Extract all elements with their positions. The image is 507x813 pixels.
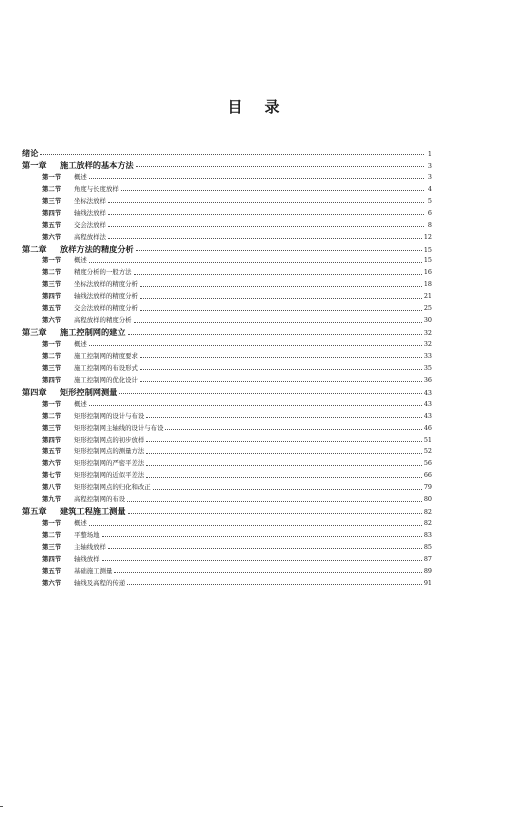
toc-title: 施工放样的基本方法 <box>60 159 134 170</box>
toc-title: 坐标法放样 <box>74 196 106 205</box>
toc-section-row <box>22 375 432 387</box>
toc-page-number: 87 <box>423 554 432 563</box>
toc-title: 矩形控制网主轴线的设计与布设 <box>74 423 164 432</box>
toc-number: 第三节 <box>42 363 62 372</box>
toc-section-row <box>22 351 432 363</box>
dot-leader <box>127 501 422 502</box>
toc-section-row <box>22 518 432 530</box>
toc-section-row <box>22 566 432 578</box>
toc-section-row <box>22 470 432 482</box>
dot-leader <box>40 154 424 155</box>
dot-leader <box>102 536 422 537</box>
toc-title: 矩形控制网点的初步放样 <box>74 435 145 444</box>
toc-number: 第三节 <box>42 542 62 551</box>
toc-section-row <box>22 232 432 244</box>
toc-title: 概述 <box>74 340 87 348</box>
toc-title: 高程放样法 <box>74 232 106 241</box>
toc-page-number: 4 <box>427 184 432 193</box>
dot-leader <box>146 417 422 418</box>
toc-page-number: 91 <box>423 578 432 587</box>
toc-number: 第五节 <box>42 220 62 229</box>
toc-section-row <box>22 435 432 447</box>
dot-leader <box>114 572 422 573</box>
toc-title: 矩形控制网的设计与布设 <box>74 411 145 420</box>
page-title <box>0 96 507 117</box>
toc-section-row <box>22 446 432 458</box>
toc-section-row <box>22 530 432 542</box>
toc-title: 轴线及高程的传递 <box>74 578 126 587</box>
dot-leader <box>140 286 422 287</box>
toc-number: 第一节 <box>42 399 62 408</box>
dot-leader <box>165 429 421 430</box>
toc-title: 施工控制网的优化设计 <box>74 375 138 384</box>
toc-number: 第一章 <box>22 159 47 170</box>
toc-title: 放样方法的精度分析 <box>60 243 134 254</box>
toc-page-number: 15 <box>423 245 432 254</box>
toc-section-row <box>22 363 432 375</box>
toc-page-number: 43 <box>423 388 432 397</box>
toc-section-row <box>22 291 432 303</box>
toc-number: 第四节 <box>42 208 62 217</box>
dot-leader <box>89 405 422 406</box>
toc-number: 第二节 <box>42 531 62 539</box>
toc-title: 平整场地 <box>74 531 100 539</box>
dot-leader <box>108 202 424 203</box>
toc-section-row <box>22 172 432 184</box>
dot-leader <box>153 489 422 490</box>
toc-title: 基础施工测量 <box>74 566 113 575</box>
toc-page-number: 89 <box>423 566 432 575</box>
toc-number: 第三节 <box>42 423 62 432</box>
toc-number: 第一节 <box>42 519 62 528</box>
toc-page-number: 46 <box>423 423 432 432</box>
toc-section-row <box>22 399 432 411</box>
toc-title: 矩形控制网点的归化和改正 <box>74 483 151 492</box>
toc-title: 绪论 <box>22 148 39 158</box>
toc-section-row <box>22 255 432 267</box>
toc-title: 轴线法放样 <box>74 208 106 217</box>
dot-leader <box>146 465 422 466</box>
toc-page-number: 16 <box>423 268 432 277</box>
toc-page-number: 56 <box>423 459 432 468</box>
dot-leader <box>140 310 422 311</box>
toc-page-number: 82 <box>423 519 432 528</box>
toc-section-row <box>22 220 432 232</box>
toc-number: 第二节 <box>42 351 62 360</box>
toc-title: 高程控制网的布设 <box>74 495 126 504</box>
toc-title: 交会法放样 <box>74 220 106 229</box>
table-of-contents <box>22 148 432 590</box>
toc-page-number: 66 <box>423 471 432 480</box>
toc-page-number: 82 <box>423 508 432 517</box>
toc-section-row <box>22 554 432 566</box>
toc-number: 第五节 <box>42 447 62 456</box>
dot-leader <box>140 357 422 358</box>
dot-leader <box>146 441 422 442</box>
toc-section-row <box>22 196 432 208</box>
toc-number: 第五节 <box>42 304 62 313</box>
toc-section-row <box>22 542 432 554</box>
toc-title: 角度与长度放样 <box>74 184 119 193</box>
title-char-right: 录 <box>264 98 280 116</box>
toc-title: 精度分析的一般方法 <box>74 268 132 277</box>
toc-page-number: 5 <box>427 196 432 205</box>
toc-intro-row <box>22 148 432 160</box>
toc-number: 第二节 <box>42 184 62 193</box>
toc-page-number: 83 <box>423 531 432 539</box>
toc-section-row <box>22 411 432 423</box>
toc-title: 概述 <box>74 519 87 528</box>
toc-page-number: 15 <box>423 256 432 265</box>
dot-leader <box>134 322 422 323</box>
toc-page-number: 3 <box>427 161 432 170</box>
toc-number: 第六节 <box>42 578 62 587</box>
toc-chapter-row <box>22 160 432 172</box>
toc-title: 高程放样的精度分析 <box>74 316 132 325</box>
toc-number: 第三章 <box>22 327 47 338</box>
toc-page-number: 32 <box>423 329 432 338</box>
toc-number: 第五章 <box>22 506 47 517</box>
toc-title: 概述 <box>74 256 87 265</box>
dot-leader <box>136 250 422 251</box>
toc-chapter-row <box>22 244 432 256</box>
toc-number: 第二节 <box>42 411 62 420</box>
toc-section-row <box>22 339 432 351</box>
toc-number: 第六节 <box>42 316 62 325</box>
title-char-left: 目 <box>227 98 243 116</box>
dot-leader <box>89 525 422 526</box>
toc-number: 第一节 <box>42 256 62 265</box>
dot-leader <box>146 453 422 454</box>
toc-page-number: 12 <box>423 232 432 241</box>
toc-section-row <box>22 423 432 435</box>
dot-leader <box>102 560 422 561</box>
toc-title: 交会法放样的精度分析 <box>74 304 138 313</box>
toc-section-row <box>22 279 432 291</box>
toc-page-number: 33 <box>423 351 432 360</box>
toc-section-row <box>22 208 432 220</box>
toc-title: 施工控制网的精度要求 <box>74 351 138 360</box>
toc-title: 矩形控制网的近似平差法 <box>74 471 145 480</box>
dot-leader <box>134 274 422 275</box>
dot-leader <box>140 381 422 382</box>
toc-page-number: 52 <box>423 447 432 456</box>
toc-number: 第三节 <box>42 280 62 289</box>
toc-chapter-row <box>22 387 432 399</box>
toc-number: 第四节 <box>42 554 62 563</box>
toc-title: 坐标法放样的精度分析 <box>74 280 138 289</box>
toc-chapter-row <box>22 327 432 339</box>
toc-section-row <box>22 494 432 506</box>
toc-title: 施工控制网的建立 <box>60 327 126 338</box>
dot-leader <box>119 393 422 394</box>
dot-leader <box>89 178 424 179</box>
toc-number: 第四节 <box>42 435 62 444</box>
dot-leader <box>140 369 422 370</box>
toc-number: 第二节 <box>42 268 62 277</box>
dot-leader <box>127 584 422 585</box>
toc-number: 第四章 <box>22 386 47 397</box>
dot-leader <box>89 345 422 346</box>
toc-page-number: 80 <box>423 495 432 504</box>
dot-leader <box>89 262 422 263</box>
toc-page-number: 35 <box>423 363 432 372</box>
toc-number: 第七节 <box>42 471 62 480</box>
toc-section-row <box>22 315 432 327</box>
toc-page-number: 6 <box>427 208 432 217</box>
toc-number: 第六节 <box>42 232 62 241</box>
dot-leader <box>128 513 422 514</box>
toc-title: 主轴线放样 <box>74 542 106 551</box>
toc-page-number: 51 <box>423 435 432 444</box>
toc-number: 第三节 <box>42 196 62 205</box>
toc-section-row <box>22 184 432 196</box>
toc-page-number: 3 <box>427 172 432 181</box>
dot-leader <box>128 334 422 335</box>
toc-page-number: 30 <box>423 316 432 325</box>
toc-page-number: 21 <box>423 292 432 301</box>
margin-mark <box>0 806 3 807</box>
toc-page-number: 1 <box>427 150 432 158</box>
dot-leader <box>121 190 424 191</box>
toc-section-row <box>22 458 432 470</box>
dot-leader <box>146 477 422 478</box>
toc-chapter-row <box>22 506 432 518</box>
toc-title: 建筑工程施工测量 <box>60 506 126 517</box>
dot-leader <box>108 548 422 549</box>
dot-leader <box>140 298 422 299</box>
toc-page-number: 25 <box>423 304 432 313</box>
toc-page-number: 8 <box>427 220 432 229</box>
dot-leader <box>136 166 424 167</box>
toc-page-number: 32 <box>423 340 432 348</box>
toc-section-row <box>22 578 432 590</box>
toc-title: 施工控制网的布设形式 <box>74 363 138 372</box>
toc-section-row <box>22 482 432 494</box>
toc-number: 第四节 <box>42 375 62 384</box>
toc-number: 第一节 <box>42 340 62 348</box>
toc-section-row <box>22 267 432 279</box>
dot-leader <box>108 226 424 227</box>
toc-title: 轴线放样 <box>74 554 100 563</box>
toc-number: 第九节 <box>42 495 62 504</box>
toc-title: 矩形控制网的严密平差法 <box>74 459 145 468</box>
toc-title: 矩形控制网点的测量方法 <box>74 447 145 456</box>
toc-title: 概述 <box>74 172 87 181</box>
toc-title: 矩形控制网测量 <box>60 386 118 397</box>
toc-number: 第一节 <box>42 172 62 181</box>
toc-page-number: 43 <box>423 411 432 420</box>
toc-title: 轴线法放样的精度分析 <box>74 292 138 301</box>
toc-section-row <box>22 303 432 315</box>
toc-number: 第二章 <box>22 243 47 254</box>
dot-leader <box>108 214 424 215</box>
toc-page-number: 43 <box>423 399 432 408</box>
toc-page-number: 85 <box>423 542 432 551</box>
toc-page-number: 36 <box>423 375 432 384</box>
toc-page-number: 79 <box>423 483 432 492</box>
dot-leader <box>108 238 422 239</box>
toc-number: 第五节 <box>42 566 62 575</box>
toc-page-number: 18 <box>423 280 432 289</box>
toc-number: 第六节 <box>42 459 62 468</box>
toc-number: 第八节 <box>42 483 62 492</box>
toc-number: 第四节 <box>42 292 62 301</box>
toc-title: 概述 <box>74 399 87 408</box>
